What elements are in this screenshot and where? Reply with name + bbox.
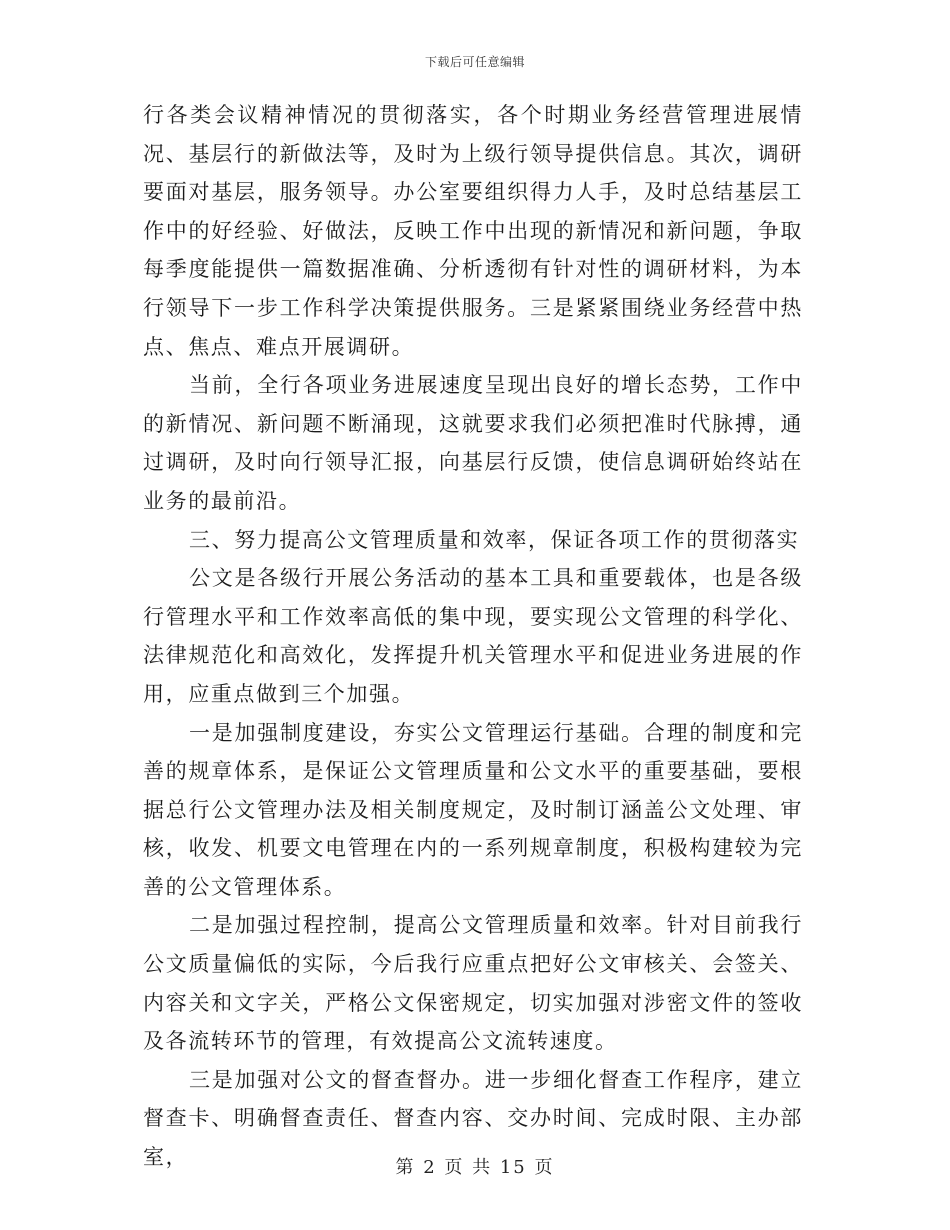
page-number: 第 2 页 共 15 页 xyxy=(395,1157,555,1178)
paragraph-5: 二是加强过程控制，提高公文管理质量和效率。针对目前我行公文质量偏低的实际，今后我行应重点把好公文审核关、会签关、内容关和文字关，严格公文保密规定，切实加强对涉密文件的签收及各流转环节的管理，有效提高公文流转速度。 xyxy=(143,913,803,1054)
section-heading: 三、努力提高公文管理质量和效率，保证各项工作的贯彻落实 xyxy=(189,527,800,552)
paragraph-2: 当前，全行各项业务进展速度呈现出良好的增长态势，工作中的新情况、新问题不断涌现，这就要求我们必须把准时代脉搏，通过调研，及时向行领导汇报，向基层行反馈，使信息调研始终站在业务的最前沿。 xyxy=(143,373,803,513)
paragraph-1: 行各类会议精神情况的贯彻落实，各个时期业务经营管理进展情况、基层行的新做法等，及时为上级行领导提供信息。其次，调研要面对基层，服务领导。办公室要组织得力人手，及时总结基层工作中的好经验、好做法，反映工作中出现的新情况和新问题，争取每季度能提供一篇数据准确、分析透彻有针对性的调研材料，为本行领导下一步工作科学决策提供服务。三是紧紧围绕业务经营中热点、焦点、难点开展调研。 xyxy=(143,103,803,359)
header-note: 下载后可任意编辑 xyxy=(424,55,525,69)
paragraph-4: 一是加强制度建设，夯实公文管理运行基础。合理的制度和完善的规章体系，是保证公文管理质量和公文水平的重要基础，要根据总行公文管理办法及相关制度规定，及时制订涵盖公文处理、审核，收发、机要文电管理在内的一系列规章制度，积极构建较为完善的公文管理体系。 xyxy=(143,720,803,899)
paragraph-6: 三是加强对公文的督查督办。进一步细化督查工作程序，建立督查卡、明确督查责任、督查内容、交办时间、完成时限、主办部室， xyxy=(143,1067,803,1170)
document-body xyxy=(143,96,803,1177)
paragraph-3: 公文是各级行开展公务活动的基本工具和重要载体，也是各级行管理水平和工作效率高低的集中现，要实现公文管理的科学化、法律规范化和高效化，发挥提升机关管理水平和促进业务进展的作用，应重点做到三个加强。 xyxy=(143,566,803,706)
